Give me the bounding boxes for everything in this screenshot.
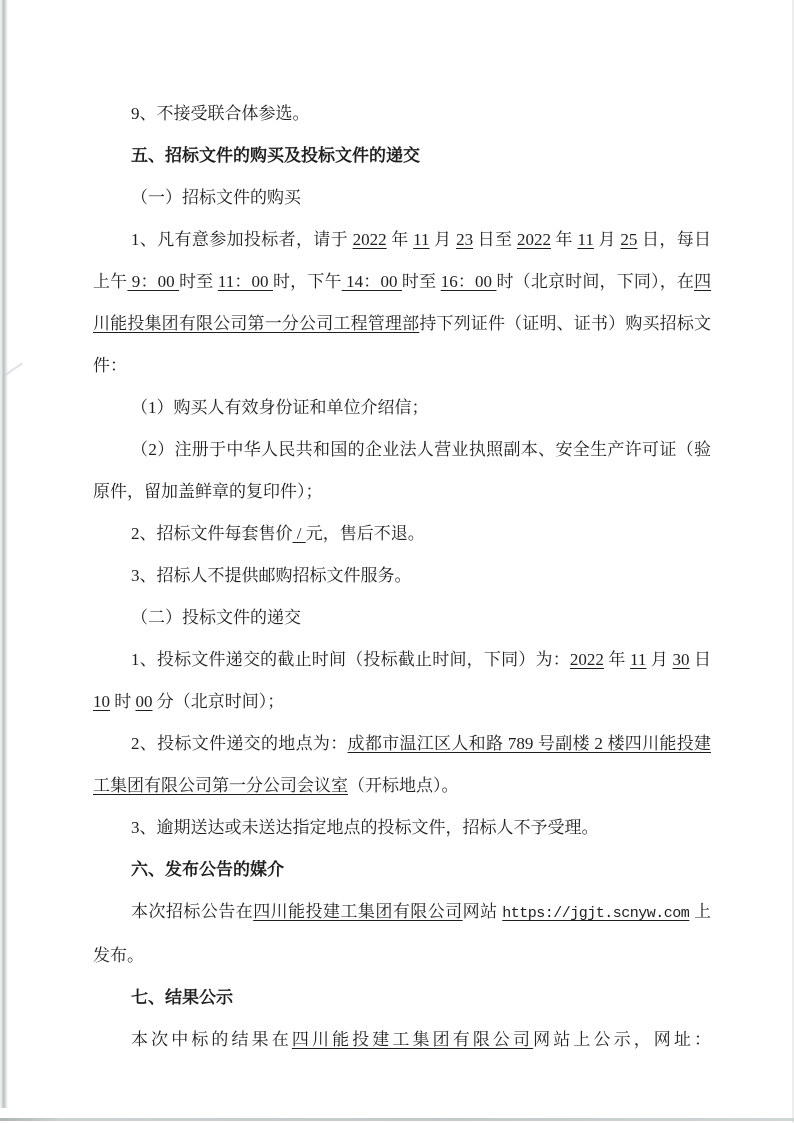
text-run: 年 bbox=[603, 650, 631, 669]
underlined-value: 四川能投建工集团有限公司 bbox=[253, 902, 463, 921]
text-run: 2、投标文件递交的地点为： bbox=[131, 734, 348, 753]
text-run: （二）投标文件的递交 bbox=[131, 608, 301, 627]
text-run: 月 bbox=[646, 650, 673, 669]
text-run: 六、发布公告的媒介 bbox=[131, 860, 284, 879]
paragraph bbox=[93, 807, 711, 849]
paragraph bbox=[93, 639, 716, 723]
text-run: 日，每日上午 bbox=[93, 230, 712, 291]
underlined-value: 11 bbox=[577, 230, 594, 249]
text-run: 9、不接受联合体参选。 bbox=[131, 104, 310, 123]
paragraph bbox=[93, 555, 711, 597]
underlined-value: 00 bbox=[135, 692, 153, 711]
underlined-value: 2022 bbox=[352, 230, 387, 249]
text-run: 时（北京时间，下同），在 bbox=[496, 272, 695, 291]
text-run: 本次招标公告在 bbox=[131, 902, 254, 921]
paragraph bbox=[93, 597, 711, 639]
text-run: 上发布。 bbox=[93, 902, 712, 965]
underlined-value: 2022 bbox=[569, 650, 604, 669]
text-run: 月 bbox=[429, 230, 457, 249]
underlined-value: 11 bbox=[630, 650, 647, 669]
text-run: （开标地点）。 bbox=[348, 776, 459, 795]
text-run: 分（北京时间）； bbox=[152, 692, 285, 711]
underlined-value: 11 bbox=[413, 230, 430, 249]
text-run: 元，售后不退。 bbox=[305, 524, 425, 543]
text-run: 月 bbox=[593, 230, 621, 249]
paragraph bbox=[93, 177, 711, 219]
text-run: 2、招标文件每套售价 bbox=[131, 524, 293, 543]
underlined-value: 四川能投建工集团有限公司 bbox=[291, 1030, 534, 1049]
text-run: 持下列证件（证明、证书）购买招标文件： bbox=[93, 314, 712, 375]
text-run: 3、招标人不提供邮购招标文件服务。 bbox=[131, 566, 412, 585]
underlined-value: 10 bbox=[93, 692, 110, 711]
paragraph bbox=[93, 219, 711, 387]
text-run: （一）招标文件的购买 bbox=[131, 188, 301, 207]
paragraph bbox=[93, 891, 711, 977]
paragraph bbox=[93, 387, 711, 429]
text-run: 网站上公示，网址： bbox=[533, 1030, 712, 1049]
underlined-value: / bbox=[292, 524, 306, 543]
scan-edge-left-artifact bbox=[0, 0, 8, 1108]
underlined-value: 四川能投集团有限公司第一分公司工程管理部 bbox=[93, 272, 712, 333]
text-run: 年 bbox=[550, 230, 578, 249]
underlined-value: 16：00 bbox=[440, 272, 497, 291]
underlined-value: 30 bbox=[672, 650, 690, 669]
text-run: 日 bbox=[689, 650, 716, 669]
text-run: （1）购买人有效身份证和单位介绍信； bbox=[131, 398, 429, 417]
text-run: 网站 bbox=[462, 902, 503, 921]
paragraph bbox=[93, 1019, 711, 1061]
paragraph bbox=[93, 513, 711, 555]
text-run: 七、结果公示 bbox=[131, 988, 233, 1007]
underlined-value: 23 bbox=[456, 230, 474, 249]
text-run: 时，下午 bbox=[273, 272, 342, 291]
text-run: 时 bbox=[110, 692, 136, 711]
underlined-value: 14：00 bbox=[341, 272, 402, 291]
section-heading bbox=[93, 977, 711, 1019]
text-run: 3、逾期送达或未送达指定地点的投标文件，招标人不予受理。 bbox=[131, 818, 599, 837]
paragraph bbox=[93, 723, 711, 807]
text-run: 日至 bbox=[473, 230, 517, 249]
text-run: 时至 bbox=[401, 272, 441, 291]
text-run: 1、凡有意参加投标者，请于 bbox=[131, 230, 353, 249]
text-run: （2）注册于中华人民共和国的企业法人营业执照副本、安全生产许可证（验原件，留加盖鲜章的复印件）； bbox=[93, 440, 711, 501]
section-heading bbox=[93, 849, 711, 891]
url-text: https://jgjt.scnyw.com bbox=[502, 905, 690, 922]
text-run: 年 bbox=[386, 230, 414, 249]
underlined-value: 25 bbox=[620, 230, 638, 249]
underlined-value: 2022 bbox=[516, 230, 551, 249]
text-run: 时至 bbox=[179, 272, 218, 291]
scan-edge-bottom-artifact bbox=[0, 1118, 794, 1121]
section-heading bbox=[93, 135, 711, 177]
paragraph bbox=[93, 93, 711, 135]
text-run: 1、投标文件递交的截止时间（投标截止时间，下同）为： bbox=[131, 650, 570, 669]
text-run: 本次中标的结果在 bbox=[131, 1030, 292, 1049]
document-content bbox=[93, 93, 716, 1061]
underlined-value: 成都市温江区人和路 789 号副楼 2 楼四川能投建工集团有限公司第一分公司会议室 bbox=[93, 734, 712, 795]
text-run: 五、招标文件的购买及投标文件的递交 bbox=[131, 146, 420, 165]
paragraph bbox=[93, 429, 711, 513]
underlined-value: 11：00 bbox=[217, 272, 273, 291]
underlined-value: 9：00 bbox=[127, 272, 180, 291]
